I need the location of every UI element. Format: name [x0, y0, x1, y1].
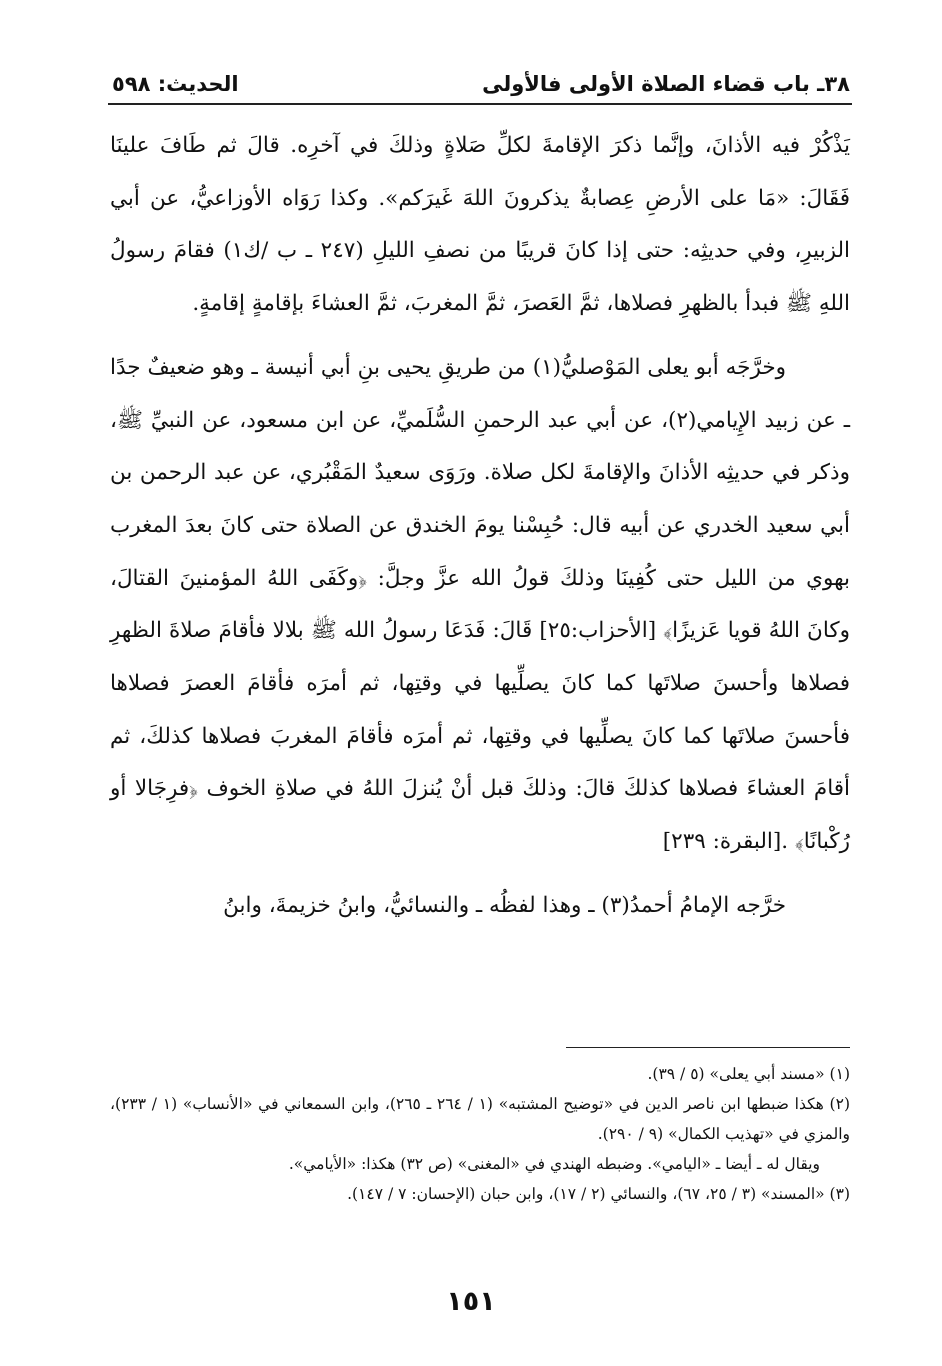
paragraph: يَذْكُرْ فيه الأذانَ، وإنَّما ذكرَ الإقامةَ لكلِّ صَلاةٍ وذلكَ في آخرِه. قالَ ثم طَافَ علينَا فَقَالَ: «مَا على الأرضِ عِصابةٌ يذكرونَ اللهَ غَيرَكم». وكذا رَوَاه الأوزاعيُّ، عن أبي الزبيرِ، وفي حديثِه: حتى إذا كانَ قريبًا من نصفِ الليلِ (٢٤٧ ـ ب /ك١) فقامَ رسولُ اللهِ ﷺ فبدأ بالظهرِ فصلاها، ثمَّ العَصرَ، ثمَّ المغربَ، ثمَّ العشاءَ بإقامةٍ إقامةٍ. — [110, 133, 850, 317]
footnote: (٣) «المسند» (٣ / ٢٥، ٦٧)، والنسائي (٢ / ١٧)، وابن حبان (الإحسان: ٧ / ١٤٧). — [347, 1185, 850, 1203]
chapter-title: ٣٨ـ باب قضاء الصلاة الأولى فالأولى — [482, 72, 850, 96]
main-text — [110, 120, 850, 933]
header-rule — [108, 103, 852, 105]
hadith-number: الحديث: ٥٩٨ — [112, 72, 239, 96]
paragraph: وخرَّجَه أبو يعلى المَوْصليُّ(١) من طريقِ يحيى بنِ أبي أنيسة ـ وهو ضعيفٌ جدًا ـ عن زبيد الإِيامي(٢)، عن أبي عبد الرحمنِ السُّلَميِّ، عن ابن مسعود، عن النبيِّ ﷺ، وذكر في حديثِه الأذانَ والإقامةَ لكل صلاة. ورَوَى سعيدٌ المَقْبُري، عن عبد الرحمن بن أبي سعيد الخدري عن أبيه قال: حُبِسْنا يومَ الخندق عن الصلاة حتى كانَ بعدَ المغرب بهوي من الليل حتى كُفِينَا وذلكَ قولُ الله عزَّ وجلَّ: ﴿وكَفَى اللهُ المؤمنينَ القتالَ، وكانَ اللهُ قويا عَزيزًا﴾ [الأحزاب:٢٥] قَالَ: فَدَعَا رسولُ الله ﷺ بلالا فأقامَ صلاةَ الظهرِ فصلاها وأحسنَ صلاتَها كما كانَ يصلِّيها في وقتِها، ثم أمرَه فأقامَ العصرَ فصلاها فأحسنَ صلاتَها كما كانَ يصلِّيها في وقتِها، ثم أمرَه فأقامَ المغربَ فصلاها كذلكَ، ثم أقامَ العشاءَ فصلاها كذلكَ قالَ: وذلكَ قبل أنْ يُنزلَ اللهُ في صلاةِ الخوف ﴿فرِجَالا أو رُكْبانًا﴾ .[البقرة: ٢٣٩] — [110, 354, 851, 855]
running-header — [112, 66, 850, 102]
footnote-continuation: ويقال له ـ أيضا ـ «اليامي». وضبطه الهندي في «المغنى» (ص ٣٢) هكذا: «الأيامي». — [288, 1155, 820, 1173]
footnote-separator — [566, 1047, 850, 1048]
paragraph: خرَّجه الإمامُ أحمدُ(٣) ـ وهذا لفظُه ـ والنسائيُّ، وابنُ خزيمةَ، وابنُ — [223, 892, 786, 918]
page-number: ١٥١ — [446, 1286, 496, 1317]
footnote: (١) «مسند أبي يعلى» (٥ / ٣٩). — [647, 1065, 850, 1083]
footnotes — [110, 1059, 850, 1209]
footnote: (٢) هكذا ضبطها ابن ناصر الدين في «توضيح المشتبه» (١ / ٢٦٤ ـ ٢٦٥)، وابن السمعاني في «الأنساب» (١ / ٢٣٣)، والمزي في «تهذيب الكمال» (٩ / ٢٩٠). — [110, 1095, 850, 1143]
